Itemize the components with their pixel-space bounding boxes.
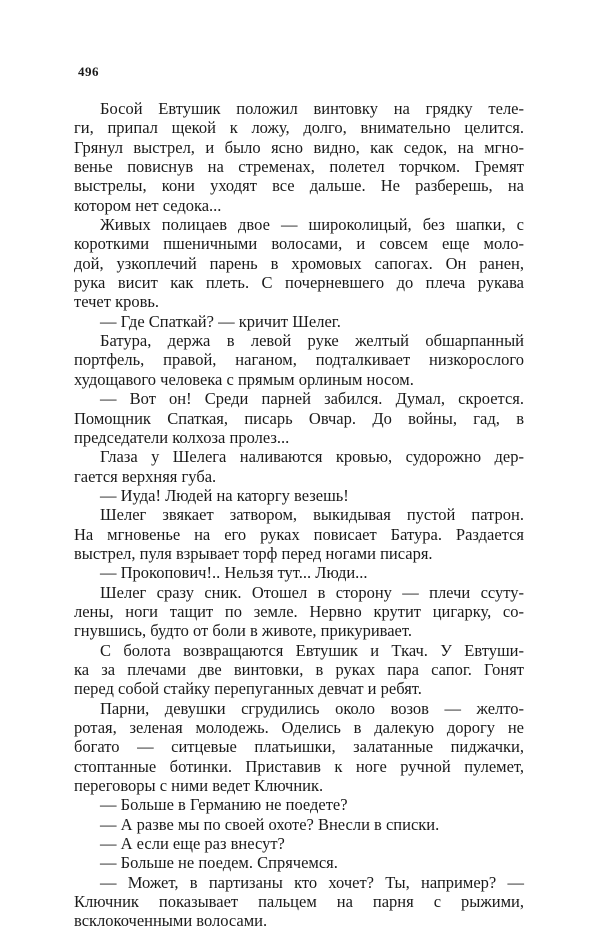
text-line: дой, узкоплечий парень в хромовых сапогах. Он ранен,: [74, 253, 524, 273]
text-line: Парни, девушки сгрудились около возов — желто-: [100, 698, 524, 718]
text-line: гнувшись, будто от боли в животе, прикуривает.: [74, 621, 412, 641]
text-line: выстрел, пуля взрывает торф перед ногами писаря.: [74, 543, 433, 563]
text-line: — Вот он! Среди парней забился. Думал, скроется.: [100, 389, 524, 409]
text-line: — Больше в Германию не поедете?: [100, 795, 348, 815]
text-line: Живых полицаев двое — широколицый, без шапки, с: [100, 215, 524, 235]
text-line: Ключник показывает пальцем на парня с рыжими,: [74, 892, 524, 912]
text-line: — Больше не поедем. Спрячемся.: [100, 853, 338, 873]
text-line: — Прокопович!.. Нельзя тут... Люди...: [100, 563, 368, 583]
text-line: Грянул выстрел, и было ясно видно, как седок, на мгно-: [74, 137, 524, 157]
text-line: переговоры с ними ведет Ключник.: [74, 776, 324, 796]
text-line: выстрелы, кони уходят все дальше. Не разберешь, на: [74, 176, 524, 196]
text-line: всклокоченными волосами.: [74, 911, 268, 931]
text-line: портфель, правой, наганом, подталкивает низкорослого: [74, 350, 524, 370]
text-line: — А разве мы по своей охоте? Внесли в списки.: [100, 814, 440, 834]
text-line: короткими пшеничными волосами, и совсем еще моло-: [74, 234, 524, 254]
text-line: худощавого человека с прямым орлиным носом.: [74, 369, 414, 389]
text-line: Шелег звякает затвором, выкидывая пустой патрон.: [100, 505, 524, 525]
text-line: ги, припал щекой к ложу, долго, внимательно целится.: [74, 118, 524, 138]
text-line: Батура, держа в левой руке желтый обшарпанный: [100, 331, 524, 351]
text-line: богато — ситцевые платьишки, залатанные пиджачки,: [74, 737, 524, 757]
text-line: течет кровь.: [74, 292, 160, 312]
text-line: председатели колхоза пролез...: [74, 427, 290, 447]
page-number: 496: [78, 64, 99, 79]
text-line: перед собой стайку перепуганных девчат и ребят.: [74, 679, 422, 699]
text-line: Глаза у Шелега наливаются кровью, судорожно дер-: [100, 447, 524, 467]
text-line: — А если еще раз внесут?: [100, 834, 285, 854]
text-line: венье повиснув на стременах, полетел торчком. Гремят: [74, 157, 524, 177]
body-text: [74, 99, 524, 931]
text-line: рука висит как плеть. С почерневшего до плеча рукава: [74, 273, 524, 293]
text-line: С болота возвращаются Евтушик и Ткач. У Евтуши-: [100, 640, 524, 660]
text-line: — Может, в партизаны кто хочет? Ты, например? —: [100, 872, 524, 892]
text-line: — Где Спаткай? — кричит Шелег.: [100, 311, 341, 331]
text-line: котором нет седока...: [74, 195, 222, 215]
text-line: ка за плечами две винтовки, в руках пара сапог. Гонят: [74, 659, 524, 679]
text-line: На мгновенье на его руках повисает Батура. Раздается: [74, 524, 524, 544]
text-line: стоптанные ботинки. Приставив к ноге ручной пулемет,: [74, 756, 524, 776]
text-line: Шелег сразу сник. Отошел в сторону — плечи ссуту-: [100, 582, 524, 602]
text-line: Помощник Спаткая, писарь Овчар. До войны, гад, в: [74, 408, 524, 428]
text-line: гается верхняя губа.: [74, 466, 217, 486]
text-line: — Иуда! Людей на каторгу везешь!: [100, 485, 349, 505]
text-line: Босой Евтушик положил винтовку на грядку теле-: [100, 99, 524, 118]
text-line: ротая, зеленая молодежь. Оделись в далекую дорогу не: [74, 718, 524, 737]
text-line: лены, ноги тащит по земле. Нервно крутит цигарку, со-: [74, 601, 524, 621]
